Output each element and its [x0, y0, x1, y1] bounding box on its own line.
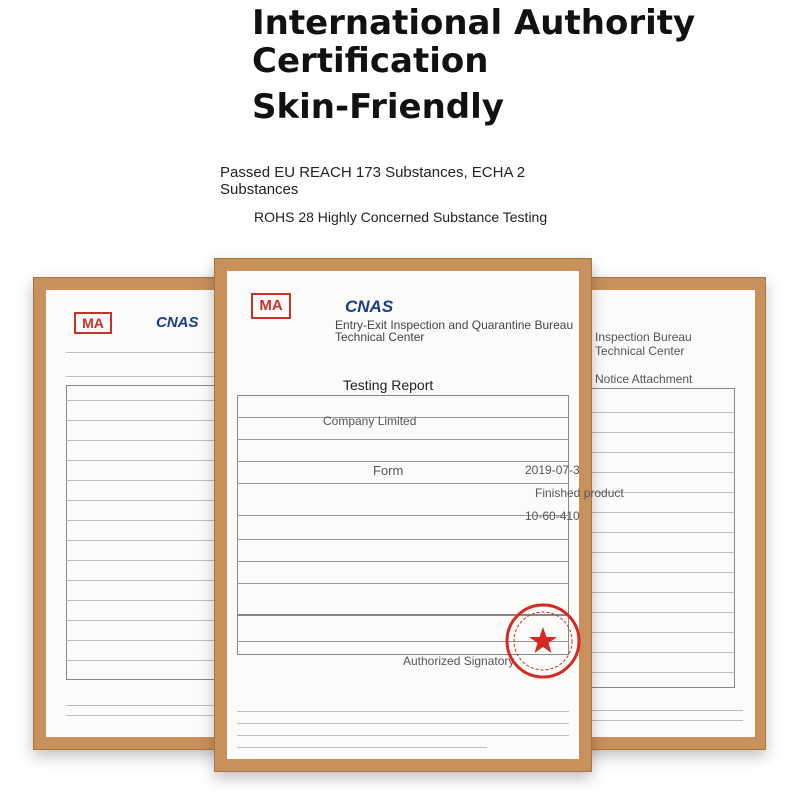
headline-line-1: International Authority [252, 3, 696, 43]
client-value: Company Limited [323, 414, 417, 428]
sample-value: Finished product [535, 486, 624, 500]
subtitle-line-3: ROHS 28 Highly Concerned Substance Testing [254, 209, 548, 225]
report-number: 10-60-410 [525, 509, 580, 523]
red-seal-stamp [503, 601, 583, 681]
right-notice-attachment: Notice Attachment [595, 372, 693, 386]
ma-logo-center: MA [251, 293, 291, 319]
cnas-logo: CNAS [156, 314, 199, 331]
left-report-table [66, 385, 231, 680]
headline-line-3: Skin-Friendly [252, 87, 504, 127]
center-certificate-paper [227, 271, 624, 759]
authorized-signatory-label: Authorized Signatory [403, 654, 515, 668]
form-value: Form [373, 463, 404, 478]
right-report-table [575, 388, 735, 688]
subtitle-line-2: Substances [220, 181, 299, 198]
right-bureau-line-1: Inspection Bureau [595, 330, 692, 344]
report-title: Testing Report [343, 377, 434, 393]
bureau-name-line-1: Entry-Exit Inspection and Quarantine Bureau [335, 318, 574, 332]
bureau-name-line-2: Technical Center [335, 330, 425, 344]
center-certificate-frame [214, 258, 624, 772]
ma-logo: MA [74, 312, 112, 334]
report-date: 2019-07-3 [525, 463, 580, 477]
cnas-logo-center: CNAS [345, 297, 394, 316]
right-certificate-paper [573, 290, 755, 737]
headline-line-2: Certification [252, 41, 489, 81]
report-table [237, 395, 569, 615]
right-bureau-line-2: Technical Center [595, 344, 685, 358]
subtitle-line-1: Passed EU REACH 173 Substances, ECHA 2 [220, 164, 526, 181]
left-certificate-paper [46, 290, 236, 737]
